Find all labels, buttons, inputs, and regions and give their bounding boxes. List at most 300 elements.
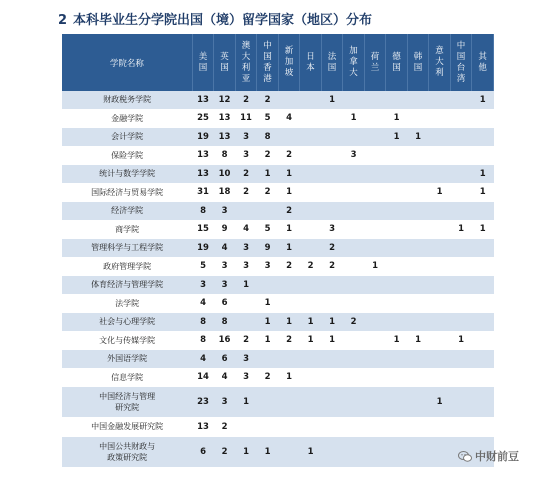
count-cell: 1 xyxy=(429,183,451,202)
count-cell: 16 xyxy=(214,331,236,350)
count-cell xyxy=(278,128,300,147)
count-cell: 1 xyxy=(450,331,472,350)
count-cell xyxy=(300,350,322,369)
count-cell: 1 xyxy=(364,257,386,276)
count-cell xyxy=(278,418,300,437)
count-cell xyxy=(278,294,300,313)
count-cell xyxy=(386,350,408,369)
count-cell: 1 xyxy=(386,109,408,128)
count-cell: 1 xyxy=(235,436,257,467)
count-cell: 1 xyxy=(343,109,365,128)
watermark xyxy=(458,448,519,464)
count-cell xyxy=(450,387,472,418)
table-row xyxy=(62,109,494,128)
count-cell: 5 xyxy=(257,220,279,239)
column-header xyxy=(257,34,279,91)
count-cell xyxy=(429,418,451,437)
count-cell: 1 xyxy=(278,165,300,184)
count-cell xyxy=(386,257,408,276)
count-cell xyxy=(278,350,300,369)
count-cell xyxy=(429,202,451,221)
count-cell xyxy=(300,294,322,313)
count-cell xyxy=(235,418,257,437)
count-cell xyxy=(386,387,408,418)
count-cell xyxy=(364,350,386,369)
count-cell: 1 xyxy=(278,313,300,332)
count-cell: 8 xyxy=(257,128,279,147)
count-cell xyxy=(343,202,365,221)
table-row xyxy=(62,436,494,467)
count-cell xyxy=(450,183,472,202)
count-cell xyxy=(321,350,343,369)
count-cell xyxy=(407,387,429,418)
column-header xyxy=(343,34,365,91)
column-header xyxy=(214,34,236,91)
count-cell xyxy=(364,276,386,295)
column-header xyxy=(386,34,408,91)
count-cell xyxy=(300,368,322,387)
wechat-icon xyxy=(458,451,472,462)
count-cell xyxy=(450,146,472,165)
count-cell xyxy=(321,165,343,184)
count-cell xyxy=(386,165,408,184)
count-cell: 3 xyxy=(321,220,343,239)
count-cell xyxy=(300,91,322,109)
column-header xyxy=(278,34,300,91)
count-cell xyxy=(429,436,451,467)
count-cell: 2 xyxy=(321,239,343,258)
count-cell: 8 xyxy=(214,146,236,165)
count-cell: 25 xyxy=(192,109,214,128)
count-cell: 13 xyxy=(192,91,214,109)
count-cell xyxy=(300,276,322,295)
count-cell xyxy=(407,436,429,467)
college-name-cell: 文化与传媒学院 xyxy=(62,331,192,350)
count-cell xyxy=(386,313,408,332)
count-cell: 11 xyxy=(235,109,257,128)
count-cell xyxy=(257,418,279,437)
count-cell xyxy=(386,276,408,295)
count-cell xyxy=(450,109,472,128)
count-cell xyxy=(364,331,386,350)
count-cell xyxy=(364,91,386,109)
count-cell xyxy=(386,146,408,165)
count-cell: 4 xyxy=(235,220,257,239)
count-cell xyxy=(429,239,451,258)
count-cell xyxy=(450,91,472,109)
count-cell xyxy=(257,350,279,369)
count-cell: 31 xyxy=(192,183,214,202)
count-cell: 2 xyxy=(235,331,257,350)
count-cell xyxy=(429,165,451,184)
count-cell xyxy=(364,146,386,165)
count-cell: 1 xyxy=(386,331,408,350)
count-cell xyxy=(364,202,386,221)
column-header xyxy=(192,34,214,91)
count-cell xyxy=(364,109,386,128)
count-cell xyxy=(364,418,386,437)
count-cell xyxy=(386,368,408,387)
column-header xyxy=(321,34,343,91)
count-cell: 9 xyxy=(257,239,279,258)
count-cell: 2 xyxy=(257,368,279,387)
count-cell xyxy=(321,128,343,147)
count-cell xyxy=(278,91,300,109)
college-name-cell: 信息学院 xyxy=(62,368,192,387)
count-cell xyxy=(343,436,365,467)
count-cell xyxy=(386,239,408,258)
column-header-label: 中 国 台 湾 xyxy=(456,40,466,84)
count-cell: 4 xyxy=(192,294,214,313)
column-header-label: 法 国 xyxy=(327,51,337,73)
count-cell xyxy=(429,257,451,276)
college-name-line: 中国公共财政与 xyxy=(99,441,156,451)
count-cell xyxy=(364,128,386,147)
count-cell xyxy=(407,313,429,332)
count-cell: 13 xyxy=(192,165,214,184)
count-cell xyxy=(321,276,343,295)
count-cell xyxy=(300,387,322,418)
count-cell: 8 xyxy=(214,313,236,332)
column-header-name: 学院名称 xyxy=(62,34,192,91)
count-cell: 1 xyxy=(386,128,408,147)
count-cell: 13 xyxy=(214,109,236,128)
count-cell xyxy=(257,387,279,418)
count-cell: 1 xyxy=(472,165,494,184)
count-cell xyxy=(429,331,451,350)
count-cell: 2 xyxy=(300,257,322,276)
count-cell xyxy=(300,165,322,184)
count-cell xyxy=(300,202,322,221)
count-cell xyxy=(407,109,429,128)
table-row xyxy=(62,91,494,109)
count-cell xyxy=(278,276,300,295)
count-cell xyxy=(472,418,494,437)
count-cell xyxy=(407,418,429,437)
count-cell: 9 xyxy=(214,220,236,239)
count-cell xyxy=(300,109,322,128)
count-cell: 5 xyxy=(192,257,214,276)
count-cell xyxy=(364,294,386,313)
count-cell xyxy=(235,313,257,332)
table-row xyxy=(62,418,494,437)
count-cell: 1 xyxy=(429,387,451,418)
count-cell: 15 xyxy=(192,220,214,239)
count-cell: 4 xyxy=(214,368,236,387)
count-cell: 1 xyxy=(407,128,429,147)
count-cell: 10 xyxy=(214,165,236,184)
count-cell: 2 xyxy=(278,257,300,276)
count-cell xyxy=(343,276,365,295)
count-cell: 3 xyxy=(214,276,236,295)
count-cell xyxy=(386,436,408,467)
count-cell xyxy=(407,91,429,109)
college-name-cell: 财政税务学院 xyxy=(62,91,192,109)
count-cell: 13 xyxy=(192,418,214,437)
count-cell: 1 xyxy=(278,239,300,258)
count-cell: 1 xyxy=(257,165,279,184)
count-cell: 6 xyxy=(192,436,214,467)
column-header-label: 澳 大 利 亚 xyxy=(241,40,251,84)
count-cell xyxy=(343,418,365,437)
column-header-label: 中 国 香 港 xyxy=(263,40,272,84)
college-name-cell: 体育经济与管理学院 xyxy=(62,276,192,295)
count-cell: 1 xyxy=(300,331,322,350)
count-cell: 6 xyxy=(214,350,236,369)
count-cell: 4 xyxy=(278,109,300,128)
count-cell: 3 xyxy=(343,146,365,165)
count-cell xyxy=(321,202,343,221)
count-cell xyxy=(407,202,429,221)
count-cell xyxy=(450,276,472,295)
watermark-text: 中财前豆 xyxy=(475,450,519,463)
count-cell: 2 xyxy=(343,313,365,332)
column-header xyxy=(429,34,451,91)
count-cell: 1 xyxy=(472,183,494,202)
count-cell: 8 xyxy=(192,313,214,332)
count-cell xyxy=(407,276,429,295)
count-cell: 2 xyxy=(214,418,236,437)
count-cell xyxy=(429,146,451,165)
count-cell xyxy=(386,220,408,239)
count-cell xyxy=(429,350,451,369)
college-name-line: 研究院 xyxy=(115,403,140,412)
column-header-label: 意 大 利 xyxy=(435,46,444,78)
count-cell xyxy=(235,294,257,313)
count-cell xyxy=(429,276,451,295)
count-cell: 13 xyxy=(214,128,236,147)
count-cell: 12 xyxy=(214,91,236,109)
count-cell xyxy=(364,165,386,184)
count-cell xyxy=(450,202,472,221)
count-cell: 1 xyxy=(257,331,279,350)
count-cell xyxy=(407,257,429,276)
count-cell xyxy=(343,165,365,184)
count-cell: 3 xyxy=(235,368,257,387)
column-header-label: 英 国 xyxy=(220,51,229,73)
count-cell xyxy=(450,128,472,147)
count-cell xyxy=(450,350,472,369)
column-header xyxy=(235,34,257,91)
count-cell xyxy=(429,220,451,239)
count-cell xyxy=(321,387,343,418)
count-cell: 3 xyxy=(214,387,236,418)
table-row xyxy=(62,183,494,202)
count-cell xyxy=(343,239,365,258)
count-cell: 1 xyxy=(321,91,343,109)
count-cell xyxy=(429,91,451,109)
count-cell xyxy=(407,146,429,165)
count-cell: 1 xyxy=(278,220,300,239)
college-name-line: 政策研究院 xyxy=(107,452,148,462)
college-name-cell: 法学院 xyxy=(62,294,192,313)
count-cell xyxy=(407,165,429,184)
college-name-cell: 外国语学院 xyxy=(62,350,192,369)
count-cell xyxy=(343,387,365,418)
count-cell: 1 xyxy=(278,183,300,202)
column-header xyxy=(300,34,322,91)
count-cell xyxy=(343,294,365,313)
count-cell: 4 xyxy=(214,239,236,258)
column-header-label: 新 加 坡 xyxy=(284,46,294,78)
table-row xyxy=(62,387,494,418)
count-cell xyxy=(450,257,472,276)
count-cell: 8 xyxy=(192,202,214,221)
count-cell xyxy=(450,294,472,313)
table-row xyxy=(62,128,494,147)
college-name-cell: 经济学院 xyxy=(62,202,192,221)
count-cell xyxy=(386,183,408,202)
count-cell: 2 xyxy=(321,257,343,276)
count-cell: 2 xyxy=(278,331,300,350)
college-name-cell: 国际经济与贸易学院 xyxy=(62,183,192,202)
count-cell xyxy=(407,220,429,239)
count-cell xyxy=(321,368,343,387)
count-cell: 2 xyxy=(235,183,257,202)
table-row xyxy=(62,239,494,258)
count-cell: 19 xyxy=(192,128,214,147)
count-cell xyxy=(450,313,472,332)
count-cell: 14 xyxy=(192,368,214,387)
table-row xyxy=(62,276,494,295)
count-cell: 2 xyxy=(257,183,279,202)
table-row xyxy=(62,294,494,313)
count-cell: 3 xyxy=(192,276,214,295)
column-header xyxy=(364,34,386,91)
count-cell: 2 xyxy=(214,436,236,467)
count-cell xyxy=(472,257,494,276)
column-header-label: 加 拿 大 xyxy=(349,46,358,78)
count-cell: 23 xyxy=(192,387,214,418)
count-cell: 2 xyxy=(278,202,300,221)
count-cell: 1 xyxy=(472,220,494,239)
count-cell xyxy=(386,418,408,437)
count-cell: 3 xyxy=(214,257,236,276)
table-row xyxy=(62,202,494,221)
count-cell xyxy=(472,313,494,332)
section-number: 2 xyxy=(58,13,68,28)
column-header-label: 日 本 xyxy=(306,51,315,73)
count-cell xyxy=(343,350,365,369)
count-cell: 2 xyxy=(278,146,300,165)
count-cell xyxy=(429,294,451,313)
count-cell xyxy=(386,202,408,221)
count-cell xyxy=(407,239,429,258)
count-cell xyxy=(429,368,451,387)
column-header xyxy=(472,34,494,91)
college-name-cell: 社会与心理学院 xyxy=(62,313,192,332)
count-cell xyxy=(364,183,386,202)
college-name-line: 中国经济与管理 xyxy=(99,392,156,401)
count-cell: 1 xyxy=(300,313,322,332)
count-cell: 1 xyxy=(321,331,343,350)
count-cell: 3 xyxy=(235,350,257,369)
count-cell xyxy=(321,146,343,165)
count-cell xyxy=(321,418,343,437)
count-cell xyxy=(364,220,386,239)
count-cell xyxy=(300,239,322,258)
table-row xyxy=(62,165,494,184)
count-cell xyxy=(364,313,386,332)
count-cell xyxy=(300,418,322,437)
column-header xyxy=(407,34,429,91)
count-cell: 2 xyxy=(235,165,257,184)
table-row xyxy=(62,257,494,276)
count-cell: 4 xyxy=(192,350,214,369)
count-cell: 19 xyxy=(192,239,214,258)
count-cell xyxy=(472,276,494,295)
count-cell xyxy=(472,331,494,350)
college-name-cell: 会计学院 xyxy=(62,128,192,147)
table-row xyxy=(62,331,494,350)
college-name-cell: 政府管理学院 xyxy=(62,257,192,276)
count-cell xyxy=(472,294,494,313)
count-cell xyxy=(321,109,343,128)
count-cell xyxy=(364,368,386,387)
college-name-cell: 管理科学与工程学院 xyxy=(62,239,192,258)
count-cell xyxy=(343,368,365,387)
column-header-label: 美 国 xyxy=(198,51,208,73)
table-row xyxy=(62,146,494,165)
count-cell: 3 xyxy=(235,146,257,165)
count-cell xyxy=(472,239,494,258)
count-cell: 6 xyxy=(214,294,236,313)
count-cell xyxy=(235,202,257,221)
count-cell: 2 xyxy=(235,91,257,109)
count-cell xyxy=(407,183,429,202)
count-cell xyxy=(429,313,451,332)
count-cell xyxy=(472,146,494,165)
count-cell xyxy=(343,183,365,202)
count-cell xyxy=(407,294,429,313)
count-cell xyxy=(407,368,429,387)
count-cell xyxy=(472,202,494,221)
college-name-cell: 保险学院 xyxy=(62,146,192,165)
count-cell xyxy=(321,183,343,202)
section-title: 本科毕业生分学院出国（境）留学国家（地区）分布 xyxy=(73,13,373,28)
count-cell: 1 xyxy=(278,368,300,387)
count-cell xyxy=(257,276,279,295)
count-cell: 8 xyxy=(192,331,214,350)
distribution-table xyxy=(62,34,494,468)
count-cell: 3 xyxy=(235,257,257,276)
count-cell xyxy=(278,387,300,418)
count-cell xyxy=(472,350,494,369)
count-cell: 1 xyxy=(450,220,472,239)
section-heading xyxy=(58,9,372,28)
count-cell xyxy=(429,128,451,147)
count-cell: 2 xyxy=(257,91,279,109)
college-name-cell xyxy=(62,387,192,418)
count-cell: 1 xyxy=(472,91,494,109)
count-cell: 1 xyxy=(257,313,279,332)
count-cell xyxy=(300,146,322,165)
count-cell xyxy=(472,128,494,147)
count-cell xyxy=(278,436,300,467)
count-cell: 18 xyxy=(214,183,236,202)
count-cell xyxy=(343,91,365,109)
count-cell: 1 xyxy=(235,276,257,295)
count-cell: 3 xyxy=(235,239,257,258)
count-cell: 5 xyxy=(257,109,279,128)
count-cell: 1 xyxy=(235,387,257,418)
count-cell xyxy=(386,91,408,109)
count-cell xyxy=(321,436,343,467)
college-name-cell: 商学院 xyxy=(62,220,192,239)
count-cell xyxy=(472,387,494,418)
count-cell xyxy=(407,350,429,369)
college-name-cell xyxy=(62,436,192,467)
